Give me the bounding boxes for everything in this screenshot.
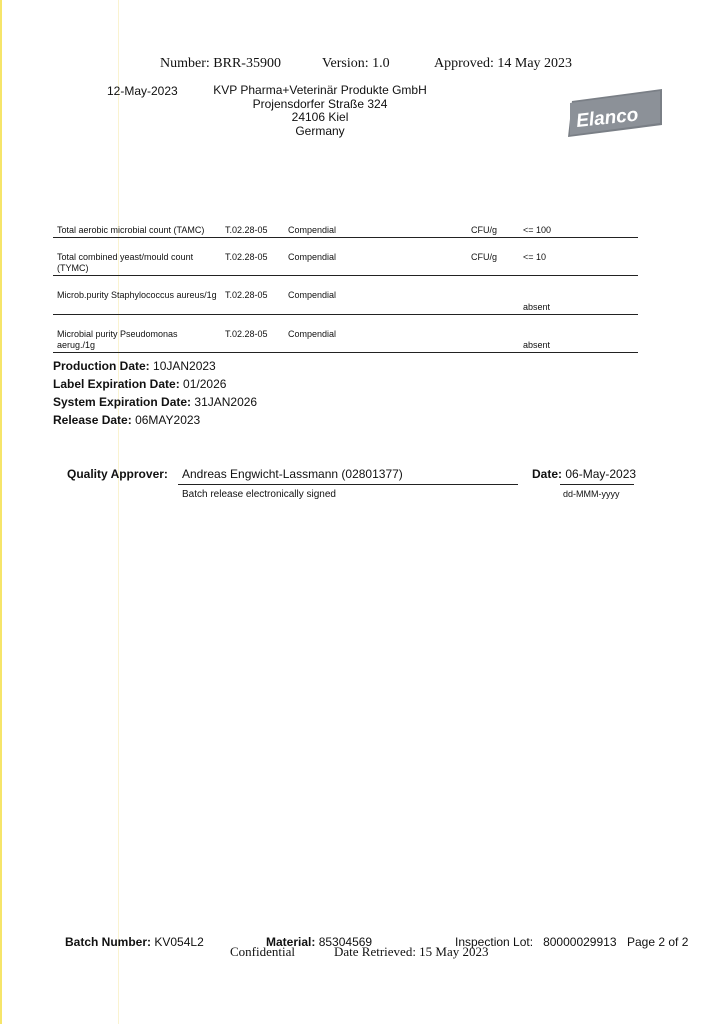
inspection-lot: Inspection Lot: 80000029913 [455, 935, 617, 949]
test-source: Compendial [288, 225, 337, 235]
test-unit: CFU/g [471, 225, 498, 235]
test-method: T.02.28-05 [225, 225, 268, 235]
signature-line [178, 484, 518, 485]
company-street: Projensdorfer Straße 324 [252, 96, 388, 111]
doc-date: 12-May-2023 [107, 84, 178, 98]
quality-approver-label: Quality Approver: [67, 467, 168, 481]
system-expiration-date: System Expiration Date: 31JAN2026 [53, 395, 258, 409]
approval-date: Date: 06-May-2023 [532, 467, 637, 481]
doc-version: Version: 1.0 [322, 56, 390, 71]
logo-text: Elanco [575, 104, 640, 132]
company-country: Germany [295, 123, 345, 138]
table-row [53, 315, 638, 353]
doc-approved: Approved: 14 May 2023 [434, 56, 573, 71]
table-row [53, 276, 638, 315]
test-spec: <= 100 [523, 225, 552, 235]
test-unit: CFU/g [471, 252, 498, 262]
test-method: T.02.28-05 [225, 252, 268, 262]
confidential-label: Confidential [230, 944, 295, 959]
test-source: Compendial [288, 252, 337, 262]
doc-number: Number: BRR-35900 [160, 56, 281, 71]
company-name: KVP Pharma+Veterinär Produkte GmbH [213, 83, 427, 97]
table-row [53, 238, 638, 276]
date-line [560, 484, 634, 485]
quality-approver-name: Andreas Engwicht-Lassmann (02801377) [182, 467, 403, 481]
label-expiration-date: Label Expiration Date: 01/2026 [53, 377, 227, 391]
test-results-table [53, 222, 638, 353]
signed-note: Batch release electronically signed [182, 489, 336, 500]
test-name: Microbial purity Pseudomonas aerug./1g [57, 329, 178, 350]
test-spec: absent [523, 340, 551, 350]
scan-edge [0, 0, 2, 1024]
test-method: T.02.28-05 [225, 290, 268, 300]
test-spec: absent [523, 302, 551, 312]
company-city: 24106 Kiel [291, 110, 349, 124]
batch-number: Batch Number: KV054L2 [65, 935, 204, 949]
page-number: Page 2 of 2 [627, 935, 689, 949]
material: Material: 85304569 [266, 935, 373, 949]
release-date: Release Date: 06MAY2023 [53, 413, 201, 427]
date-format: dd-MMM-yyyy [563, 489, 620, 499]
test-source: Compendial [288, 290, 337, 300]
table-row [53, 222, 638, 238]
date-retrieved: Date Retrieved: 15 May 2023 [334, 944, 489, 959]
batch-dates [53, 357, 257, 429]
test-name: Total aerobic microbial count (TAMC) [57, 225, 205, 235]
elanco-logo [566, 89, 664, 137]
production-date: Production Date: 10JAN2023 [53, 359, 216, 373]
company-address [200, 84, 440, 138]
test-method: T.02.28-05 [225, 329, 268, 339]
test-source: Compendial [288, 329, 337, 339]
test-name: Microb.purity Staphylococcus aureus/1g [57, 290, 217, 300]
scan-artifact [118, 0, 119, 1024]
test-spec: <= 10 [523, 252, 547, 262]
test-name: Total combined yeast/mould count (TYMC) [57, 252, 194, 273]
